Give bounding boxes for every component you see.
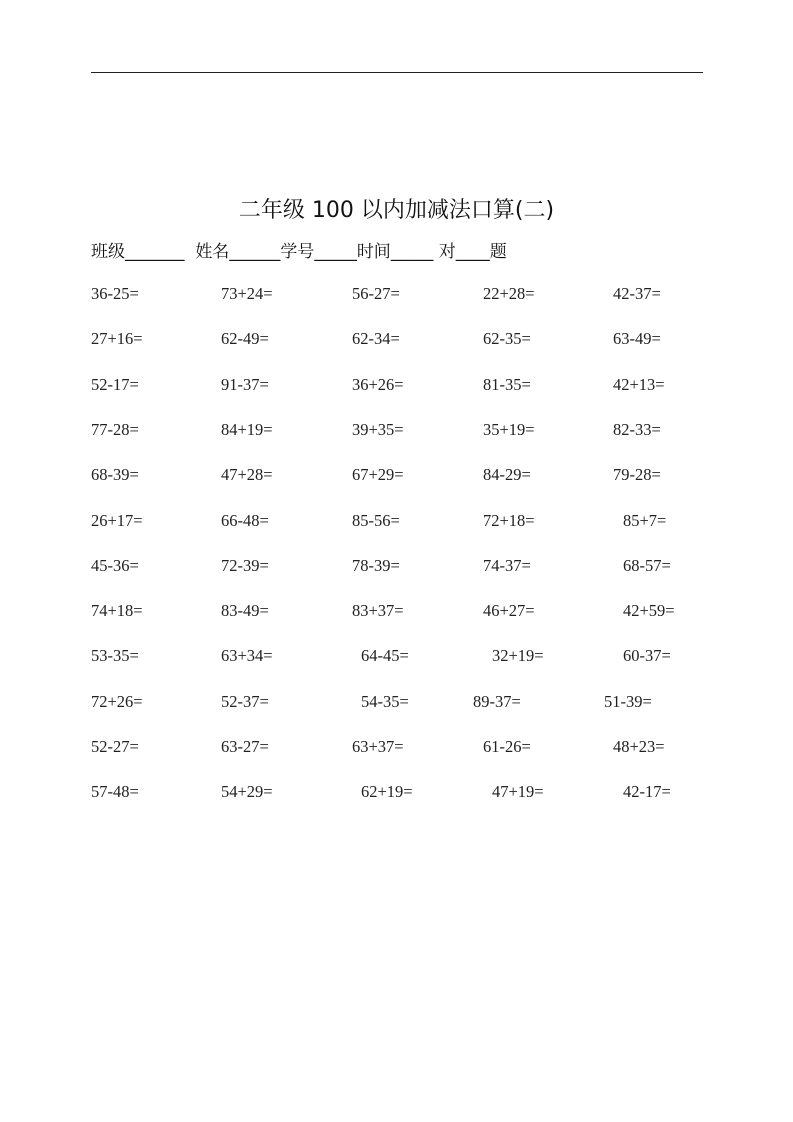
arithmetic-problem: 52-27= (91, 737, 139, 756)
arithmetic-problem: 83-49= (221, 601, 269, 621)
arithmetic-problem: 48+23= (613, 737, 665, 756)
arithmetic-problem: 63+37= (352, 737, 404, 756)
arithmetic-problem: 57-48= (91, 782, 139, 802)
arithmetic-problem: 62-49= (221, 329, 269, 349)
arithmetic-problem: 73+24= (221, 284, 273, 303)
time-blank[interactable]: _____ (390, 242, 434, 262)
correct-label: 对 (438, 242, 456, 262)
arithmetic-problem: 61-26= (483, 737, 531, 756)
arithmetic-problem: 36-25= (91, 284, 139, 303)
arithmetic-problem: 72-39= (221, 555, 269, 575)
arithmetic-problem: 62-35= (483, 329, 531, 349)
arithmetic-problem: 26+17= (91, 510, 143, 530)
arithmetic-problem: 67+29= (352, 465, 404, 485)
arithmetic-problem: 46+27= (483, 601, 535, 621)
questions-label: 题 (489, 242, 507, 262)
arithmetic-problem: 74+18= (91, 601, 143, 621)
arithmetic-problem: 84+19= (221, 419, 273, 439)
arithmetic-problem: 52-17= (91, 374, 139, 394)
student-id-label: 学号 (280, 242, 315, 262)
arithmetic-problem: 35+19= (483, 419, 535, 439)
arithmetic-problem: 42-17= (623, 782, 671, 802)
arithmetic-problem: 42+59= (623, 601, 675, 621)
arithmetic-problem: 85+7= (623, 510, 667, 530)
arithmetic-problem: 42+13= (613, 374, 665, 394)
arithmetic-problem: 56-27= (352, 284, 400, 303)
arithmetic-problem: 64-45= (361, 646, 409, 666)
arithmetic-problem: 60-37= (623, 646, 671, 666)
arithmetic-problem: 82-33= (613, 419, 661, 439)
arithmetic-problem: 54-35= (361, 691, 409, 711)
arithmetic-problem: 72+18= (483, 510, 535, 530)
arithmetic-problem: 62-34= (352, 329, 400, 349)
arithmetic-problem: 62+19= (361, 782, 413, 802)
arithmetic-problem: 22+28= (483, 284, 535, 303)
arithmetic-problem: 42-37= (613, 284, 661, 303)
arithmetic-problem: 74-37= (483, 555, 531, 575)
arithmetic-problem: 63+34= (221, 646, 273, 666)
time-label: 时间 (356, 242, 391, 262)
arithmetic-problem: 51-39= (604, 691, 652, 711)
arithmetic-problem: 72+26= (91, 691, 143, 711)
arithmetic-problem: 77-28= (91, 419, 139, 439)
arithmetic-problem: 78-39= (352, 555, 400, 575)
arithmetic-problem: 52-37= (221, 691, 269, 711)
arithmetic-problem: 27+16= (91, 329, 143, 349)
class-blank[interactable]: _______ (125, 242, 185, 262)
arithmetic-problem: 85-56= (352, 510, 400, 530)
name-label: 姓名 (195, 242, 230, 262)
arithmetic-problem: 63-27= (221, 737, 269, 756)
worksheet-title: 二年级 100 以内加减法口算(二) (238, 198, 555, 223)
arithmetic-problem: 63-49= (613, 329, 661, 349)
arithmetic-problem: 66-48= (221, 510, 269, 530)
student-info-line (91, 237, 507, 262)
arithmetic-problem: 39+35= (352, 419, 404, 439)
arithmetic-problem: 83+37= (352, 601, 404, 621)
arithmetic-problem: 79-28= (613, 465, 661, 485)
arithmetic-problem: 54+29= (221, 782, 273, 802)
correct-blank[interactable]: ____ (455, 242, 490, 262)
arithmetic-problem: 91-37= (221, 374, 269, 394)
arithmetic-problem: 36+26= (352, 374, 404, 394)
arithmetic-problem: 68-57= (623, 555, 671, 575)
arithmetic-problem: 68-39= (91, 465, 139, 485)
arithmetic-problem: 47+28= (221, 465, 273, 485)
student-id-blank[interactable]: _____ (314, 242, 357, 262)
header-rule (91, 72, 703, 73)
arithmetic-problem: 84-29= (483, 465, 531, 485)
arithmetic-problem: 53-35= (91, 646, 139, 666)
arithmetic-problem: 81-35= (483, 374, 531, 394)
class-label: 班级 (91, 242, 125, 262)
name-blank[interactable]: ______ (229, 242, 281, 262)
arithmetic-problem: 45-36= (91, 555, 139, 575)
arithmetic-problem: 32+19= (492, 646, 544, 666)
arithmetic-problem: 47+19= (492, 782, 544, 802)
arithmetic-problem: 89-37= (473, 691, 521, 711)
